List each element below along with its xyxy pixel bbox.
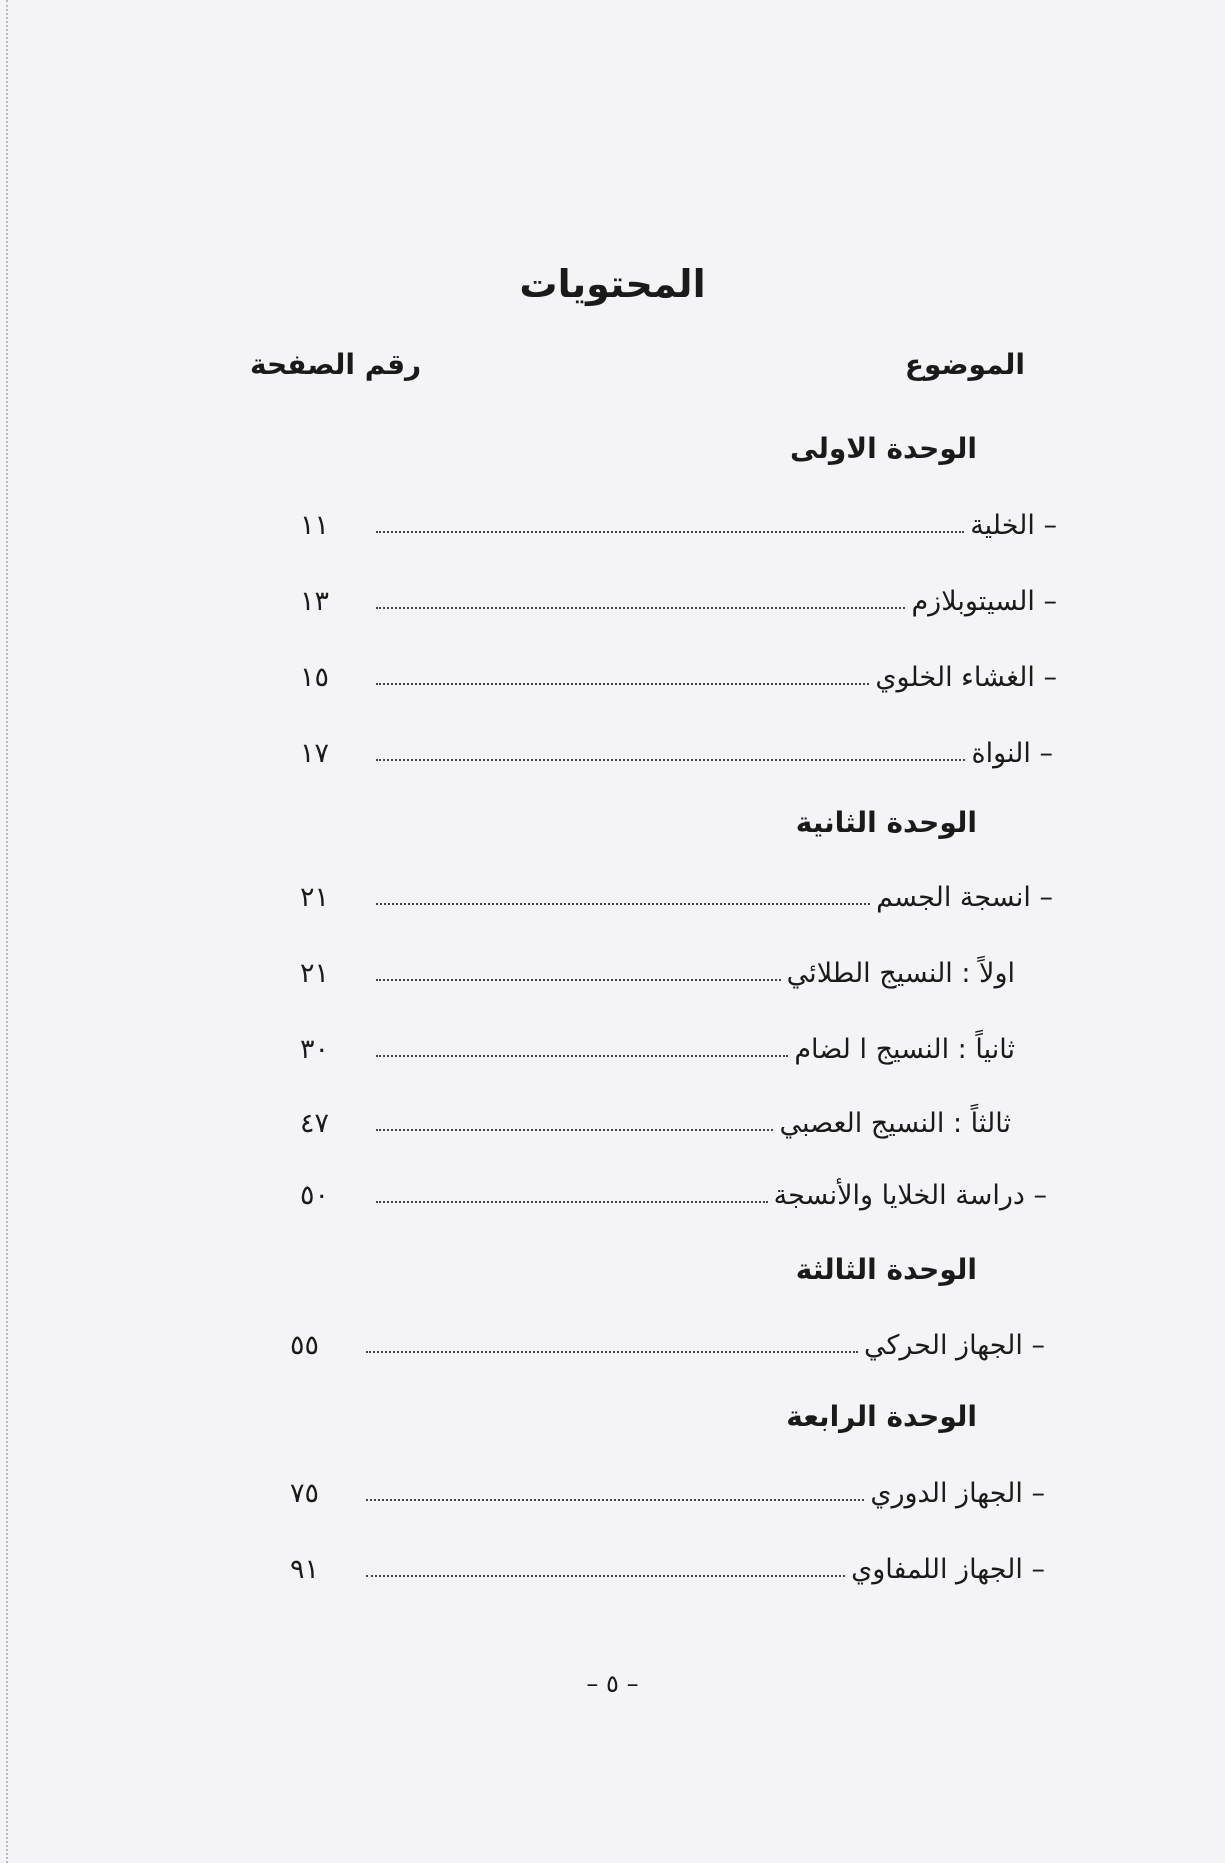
toc-entry-label: ثانياً : النسيج ا لضام bbox=[794, 1034, 1015, 1065]
dot-leader bbox=[366, 1350, 858, 1353]
unit-heading: الوحدة الاولى bbox=[790, 432, 977, 465]
toc-entry bbox=[290, 1478, 1045, 1509]
toc-entry-label: – الجهاز الدوري bbox=[870, 1478, 1045, 1509]
toc-entry-label: ثالثاً : النسيج العصبي bbox=[779, 1108, 1011, 1139]
toc-entry bbox=[300, 662, 1057, 693]
dot-leader bbox=[376, 530, 964, 533]
toc-entry bbox=[300, 1180, 1047, 1211]
toc-page-number: ١٥ bbox=[300, 662, 330, 693]
toc-entry-label: – انسجة الجسم bbox=[876, 882, 1053, 913]
toc-page-number: ٣٠ bbox=[300, 1034, 330, 1065]
toc-page-number: ١٧ bbox=[300, 738, 330, 769]
column-header-page: رقم الصفحة bbox=[250, 348, 422, 381]
dot-leader bbox=[376, 682, 869, 685]
dot-leader bbox=[376, 978, 781, 981]
toc-entry-label: – الغشاء الخلوي bbox=[875, 662, 1057, 693]
toc-entry bbox=[300, 510, 1057, 541]
dot-leader bbox=[366, 1498, 864, 1501]
page-title: المحتويات bbox=[519, 262, 706, 306]
toc-page-number: ٢١ bbox=[300, 958, 330, 989]
toc-entry bbox=[300, 882, 1053, 913]
toc-page-number: ٧٥ bbox=[290, 1478, 320, 1509]
unit-heading: الوحدة الثالثة bbox=[795, 1253, 977, 1286]
dot-leader bbox=[366, 1574, 845, 1577]
dot-leader bbox=[376, 606, 905, 609]
toc-page-number: ٢١ bbox=[300, 882, 330, 913]
toc-entry-label: – الجهاز الحركي bbox=[864, 1330, 1045, 1361]
toc-entry bbox=[290, 1554, 1045, 1585]
toc-page-number: ٤٧ bbox=[300, 1108, 330, 1139]
toc-page-number: ١١ bbox=[300, 510, 330, 541]
unit-heading: الوحدة الرابعة bbox=[786, 1400, 977, 1433]
toc-entry bbox=[300, 586, 1057, 617]
toc-entry-label: – النواة bbox=[971, 738, 1053, 769]
unit-heading: الوحدة الثانية bbox=[795, 806, 977, 839]
toc-entry-label: – دراسة الخلايا والأنسجة bbox=[773, 1180, 1047, 1211]
toc-entry bbox=[290, 1330, 1045, 1361]
toc-entry-label: – الجهاز اللمفاوي bbox=[851, 1554, 1045, 1585]
dot-leader bbox=[376, 1200, 768, 1203]
column-header-topic: الموضوع bbox=[904, 348, 1025, 381]
toc-entry-label: – الخلية bbox=[970, 510, 1057, 541]
toc-entry bbox=[300, 738, 1053, 769]
toc-page-number: ٥٥ bbox=[290, 1330, 320, 1361]
dot-leader bbox=[376, 758, 965, 761]
toc-page-number: ٩١ bbox=[290, 1554, 320, 1585]
toc-entry-label: – السيتوبلازم bbox=[911, 586, 1057, 617]
page-number-footer: – ٥ – bbox=[586, 1670, 639, 1698]
toc-entry bbox=[300, 1034, 1015, 1065]
toc-entry bbox=[300, 958, 1015, 989]
toc-entry-label: اولاً : النسيج الطلائي bbox=[786, 958, 1015, 989]
dot-leader bbox=[376, 1128, 773, 1131]
toc-entry bbox=[300, 1108, 1011, 1139]
dot-leader bbox=[376, 902, 870, 905]
dot-leader bbox=[376, 1054, 788, 1057]
toc-page-number: ٥٠ bbox=[300, 1180, 330, 1211]
toc-page-number: ١٣ bbox=[300, 586, 330, 617]
